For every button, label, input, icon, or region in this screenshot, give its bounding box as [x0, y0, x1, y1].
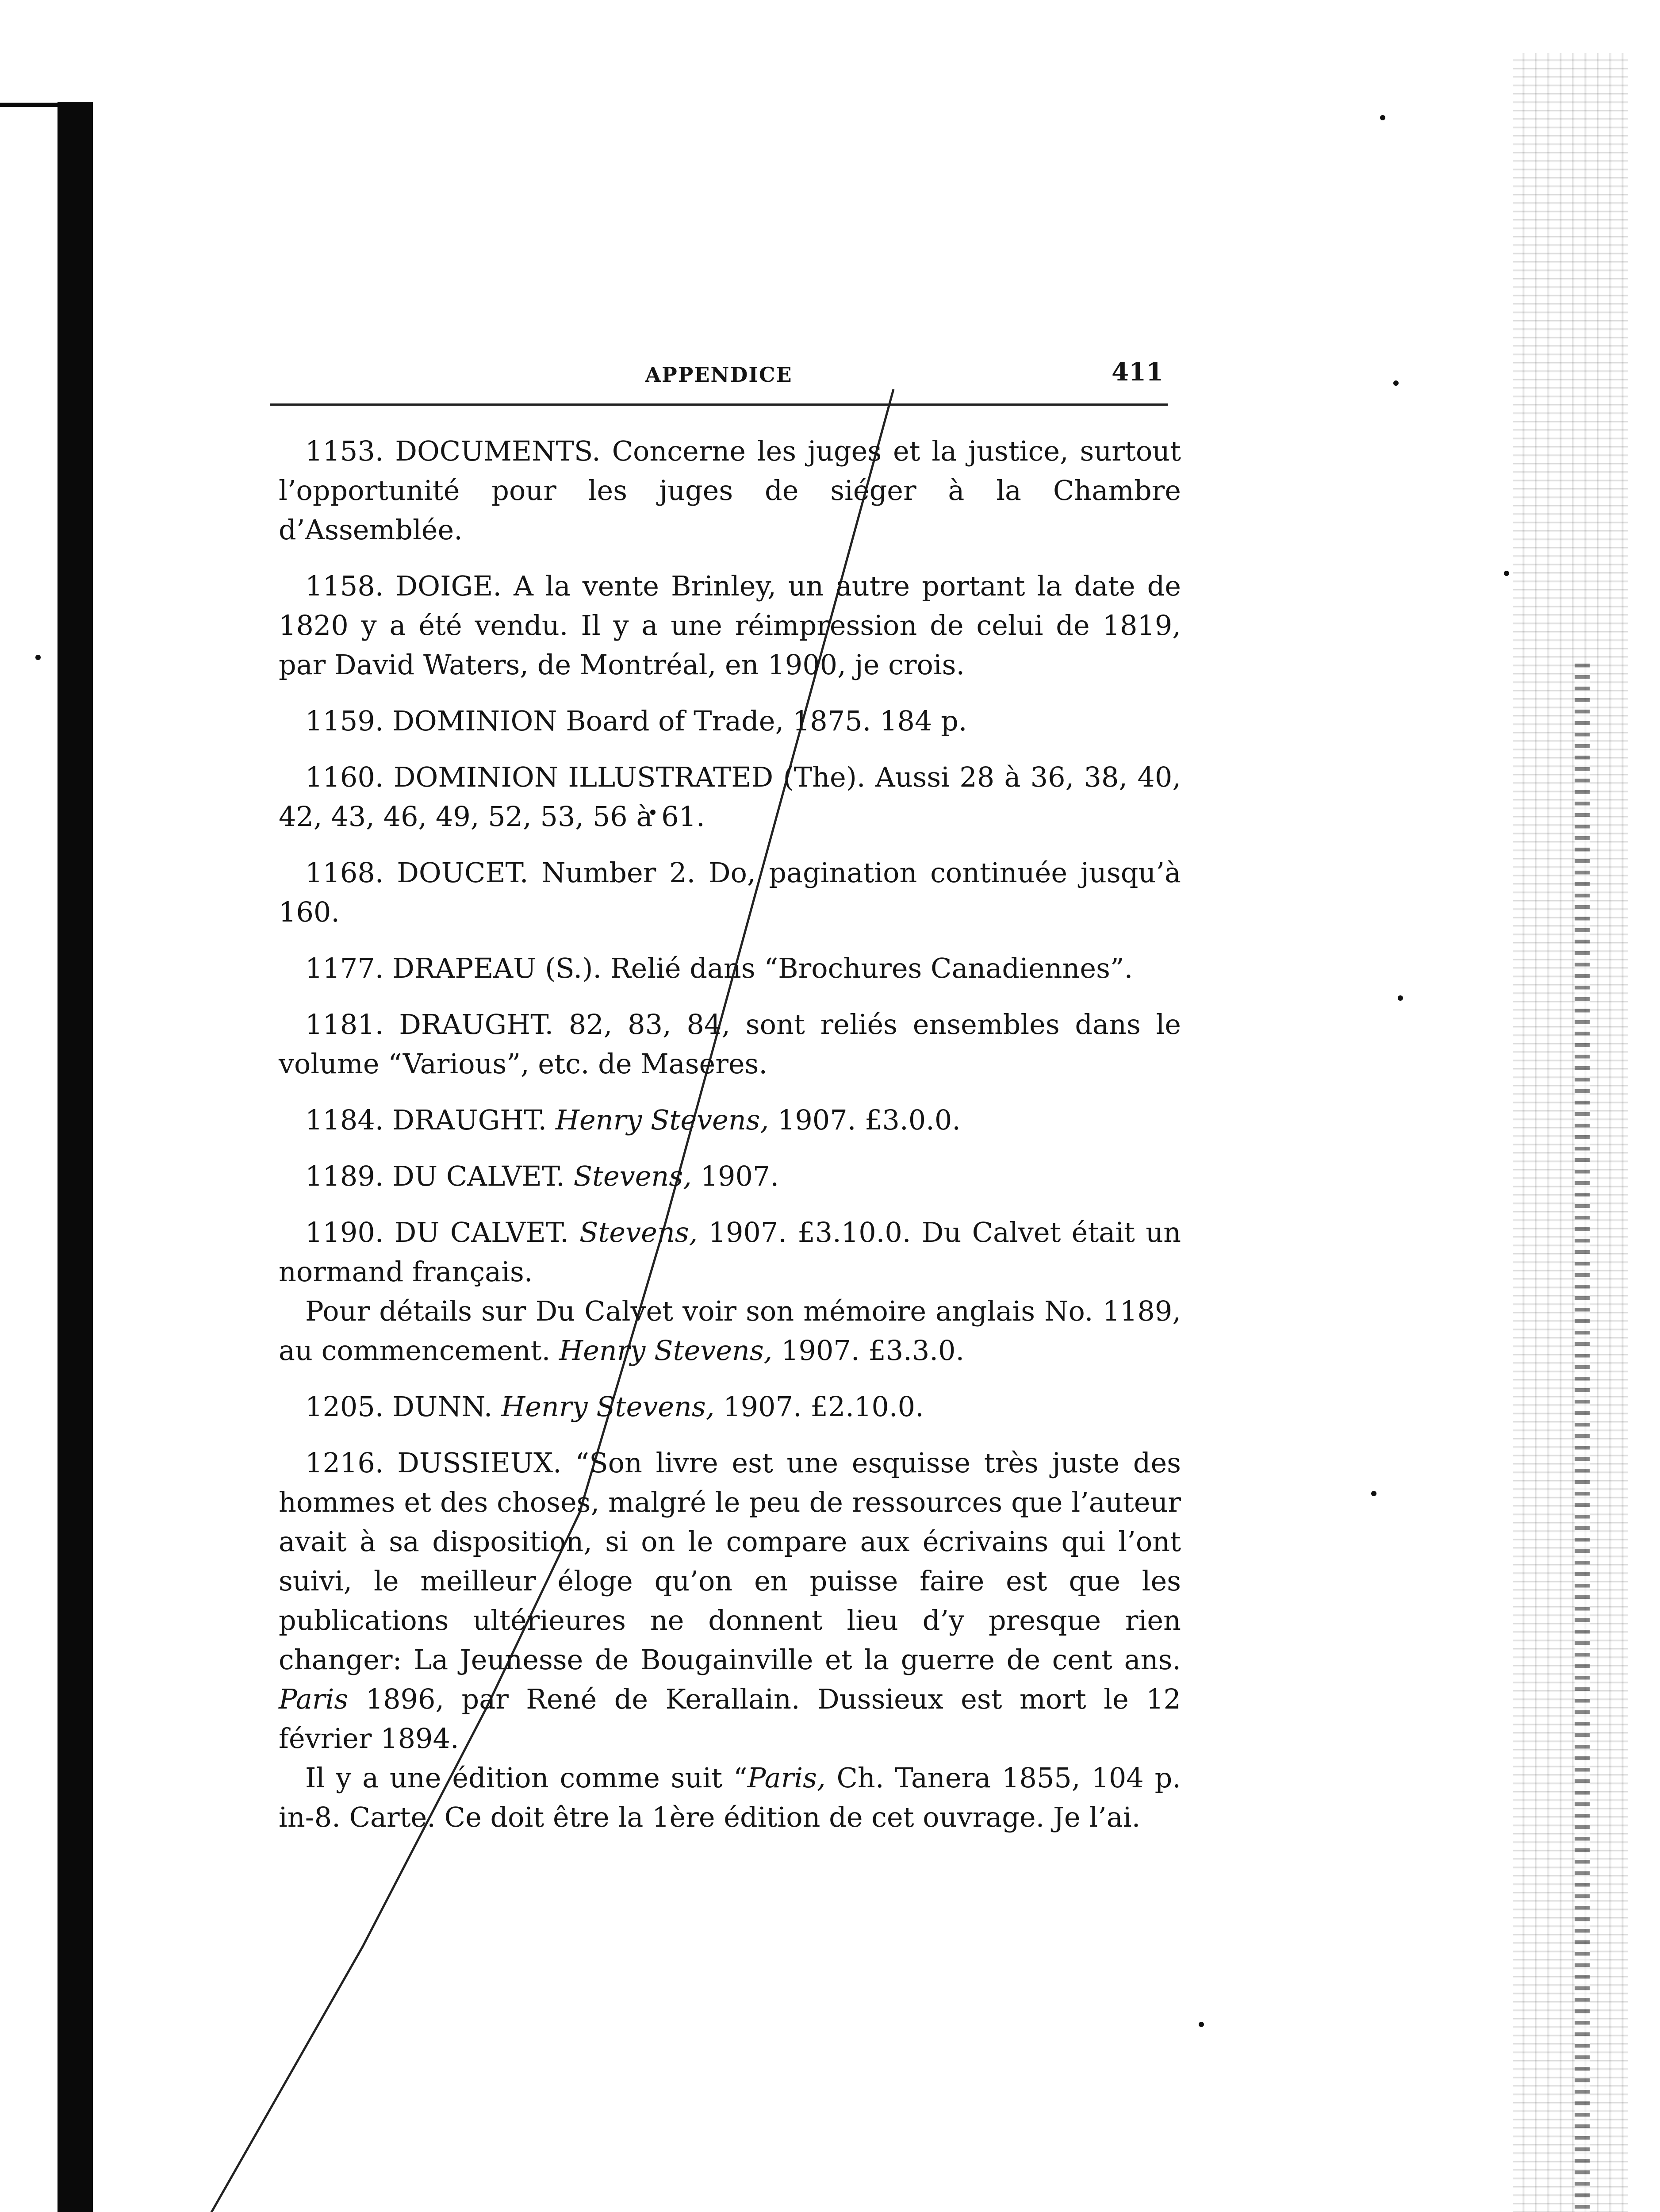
entry-tail: 1907. £3.10.0. Du Calvet était un normand français. [279, 1216, 1181, 1288]
entry-lead: Il y a une édition comme suit “ [305, 1762, 748, 1794]
entry-italic: Stevens, [579, 1216, 698, 1248]
header-rule [270, 403, 1168, 406]
entry-text: 1177. DRAPEAU (S.). Relié dans “Brochures Canadiennes”. [305, 952, 1133, 984]
entry-tail: 1907. £2.10.0. [714, 1390, 924, 1423]
entry-italic: Henry Stevens, [559, 1334, 773, 1367]
entry-tail: 1896, par René de Kerallain. Dussieux est mort le 12 février 1894. [279, 1683, 1181, 1755]
entry-italic: Paris [279, 1683, 349, 1715]
scan-speck [1199, 2022, 1204, 2027]
page-header [270, 354, 1168, 389]
scan-speck [1393, 380, 1399, 386]
right-edge-noise [1513, 53, 1628, 2212]
entry-lead: Pour détails sur Du Calvet voir son mémoire anglais No. 1189, au commencement. [279, 1295, 1181, 1367]
entry-text [279, 1156, 1181, 1196]
entry-text: 1160. DOMINION ILLUSTRATED (The). Aussi 28 à 36, 38, 40, 42, 43, 46, 49, 52, 53, 56 à 61. [279, 761, 1181, 833]
entry-text: 1181. DRAUGHT. 82, 83, 84, sont reliés ensembles dans le volume “Various”, etc. de Maseres. [279, 1008, 1181, 1080]
entry-text-continued [279, 1758, 1181, 1837]
entry-tail: Ch. Tanera 1855, 104 p. in-8. Carte. Ce doit être la 1ère édition de cet ouvrage. Je l’ai. [279, 1762, 1181, 1833]
scan-speck [1504, 571, 1509, 576]
entry-1184 [279, 1100, 1181, 1140]
entry-1181 [279, 1005, 1181, 1083]
entry-text: 1153. DOCUMENTS. Concerne les juges et la justice, surtout l’opportunité pour les juges de siéger à la Chambre d’Assemblée. [279, 435, 1181, 546]
entry-text [279, 1100, 1181, 1140]
entry-lead: 1190. DU CALVET. [305, 1216, 580, 1248]
entry-tail: 1907. [691, 1160, 779, 1192]
entry-1153 [279, 431, 1181, 549]
entry-1216 [279, 1443, 1181, 1837]
entry-list [279, 431, 1181, 1854]
entry-1160 [279, 757, 1181, 836]
running-head: APPENDICE [645, 363, 793, 387]
scan-speck [35, 655, 41, 660]
entry-text: 1159. DOMINION Board of Trade, 1875. 184 p. [305, 705, 967, 737]
scan-speck [1371, 1491, 1376, 1496]
entry-text [279, 1213, 1181, 1291]
entry-text [279, 1443, 1181, 1758]
entry-text: 1168. DOUCET. Number 2. Do, pagination continuée jusqu’à 160. [279, 856, 1181, 928]
entry-1168 [279, 853, 1181, 932]
entry-tail: 1907. £3.0.0. [769, 1104, 961, 1136]
entry-italic: Henry Stevens, [555, 1104, 769, 1136]
entry-italic: Henry Stevens, [501, 1390, 715, 1423]
entry-lead: 1216. DUSSIEUX. “Son livre est une esquisse très juste des hommes et des choses, malgré le peu de ressources que l’auteur avait à sa disposition, si on le compare aux écrivains qui l’ont suivi, le meilleur éloge qu’on en puisse faire est que les publications ultérieures ne donnent lieu d’y presque rien changer: La Jeunesse de Bougainville et la guerre de cent ans. [279, 1447, 1181, 1676]
scan-speck [1398, 995, 1403, 1001]
entry-lead: 1205. DUNN. [305, 1390, 502, 1423]
entry-lead: 1184. DRAUGHT. [305, 1104, 556, 1136]
entry-1205 [279, 1387, 1181, 1426]
right-edge-strip [1575, 664, 1590, 2212]
scan-speck [1380, 115, 1385, 120]
entry-1189 [279, 1156, 1181, 1196]
entry-lead: 1189. DU CALVET. [305, 1160, 574, 1192]
entry-italic: Stevens, [573, 1160, 692, 1192]
entry-text: 1158. DOIGE. A la vente Brinley, un autre portant la date de 1820 y a été vendu. Il y a une réimpression de celui de 1819, par David Waters, de Montréal, en 1900, je crois. [279, 570, 1181, 681]
entry-1158 [279, 566, 1181, 684]
entry-italic: Paris, [747, 1762, 826, 1794]
entry-1159 [279, 701, 1181, 741]
entry-1177 [279, 949, 1181, 988]
entry-1190 [279, 1213, 1181, 1370]
binding-shadow [58, 102, 93, 2212]
entry-text [279, 1387, 1181, 1426]
entry-text-continued [279, 1291, 1181, 1370]
entry-tail: 1907. £3.3.0. [772, 1334, 965, 1367]
page-number: 411 [1112, 357, 1163, 387]
